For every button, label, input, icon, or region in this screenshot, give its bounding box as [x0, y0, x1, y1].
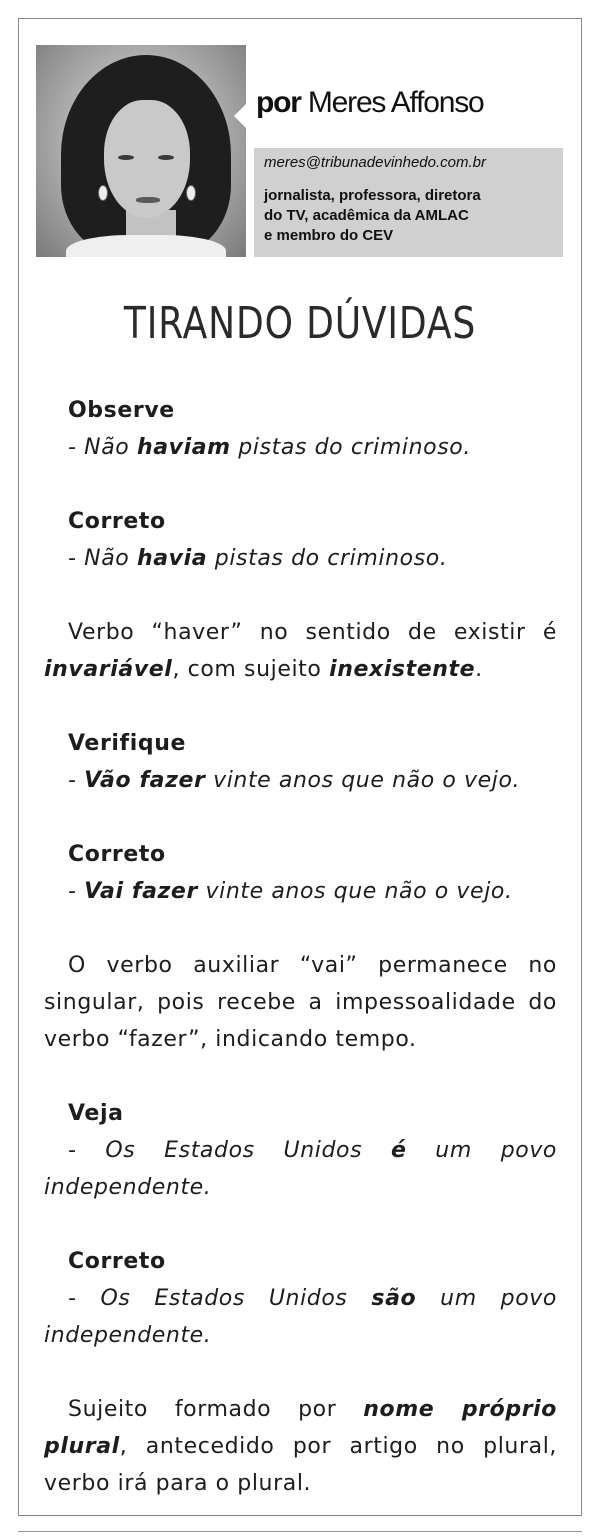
author-photo — [36, 45, 246, 257]
bottom-rule — [18, 1531, 582, 1532]
explanation-paragraph: Verbo “haver” no sentido de existir é invariável, com sujeito inexistente. — [44, 620, 557, 682]
bio-line: e membro do CEV — [264, 227, 394, 244]
section-label: Correto — [68, 1249, 166, 1274]
example-sentence: - Os Estados Unidos é um povo independente. — [44, 1138, 557, 1200]
photo-notch — [234, 103, 247, 129]
author-bio — [264, 186, 559, 246]
article-body — [44, 392, 557, 1502]
author-byline — [256, 86, 484, 120]
example-sentence: - Não haviam pistas do criminoso. — [68, 435, 471, 460]
example-sentence: - Vão fazer vinte anos que não o vejo. — [68, 768, 521, 793]
author-name: Meres Affonso — [307, 86, 484, 119]
example-sentence: - Vai fazer vinte anos que não o vejo. — [68, 879, 513, 904]
section-label: Observe — [68, 398, 175, 423]
author-info-box — [254, 148, 563, 257]
example-sentence: - Não havia pistas do criminoso. — [68, 546, 448, 571]
explanation-paragraph: O verbo auxiliar “vai” permanece no singular, pois recebe a impessoalidade do verbo “fazer”, indicando tempo. — [44, 953, 557, 1052]
section-label: Correto — [68, 509, 166, 534]
section-label: Verifique — [68, 731, 186, 756]
bio-line: jornalista, professora, diretora — [264, 187, 481, 204]
bio-line: do TV, acadêmica da AMLAC — [264, 207, 469, 224]
author-email[interactable]: meres@tribunadevinhedo.com.br — [264, 154, 487, 171]
section-label: Correto — [68, 842, 166, 867]
example-sentence: - Os Estados Unidos são um povo independente. — [44, 1286, 557, 1348]
section-label: Veja — [68, 1101, 124, 1126]
byline-prefix: por — [256, 86, 301, 119]
column-title: TIRANDO DÚVIDAS — [123, 298, 477, 349]
explanation-paragraph: Sujeito formado por nome próprio plural, antecedido por artigo no plural, verbo irá para o plural. — [44, 1397, 557, 1496]
